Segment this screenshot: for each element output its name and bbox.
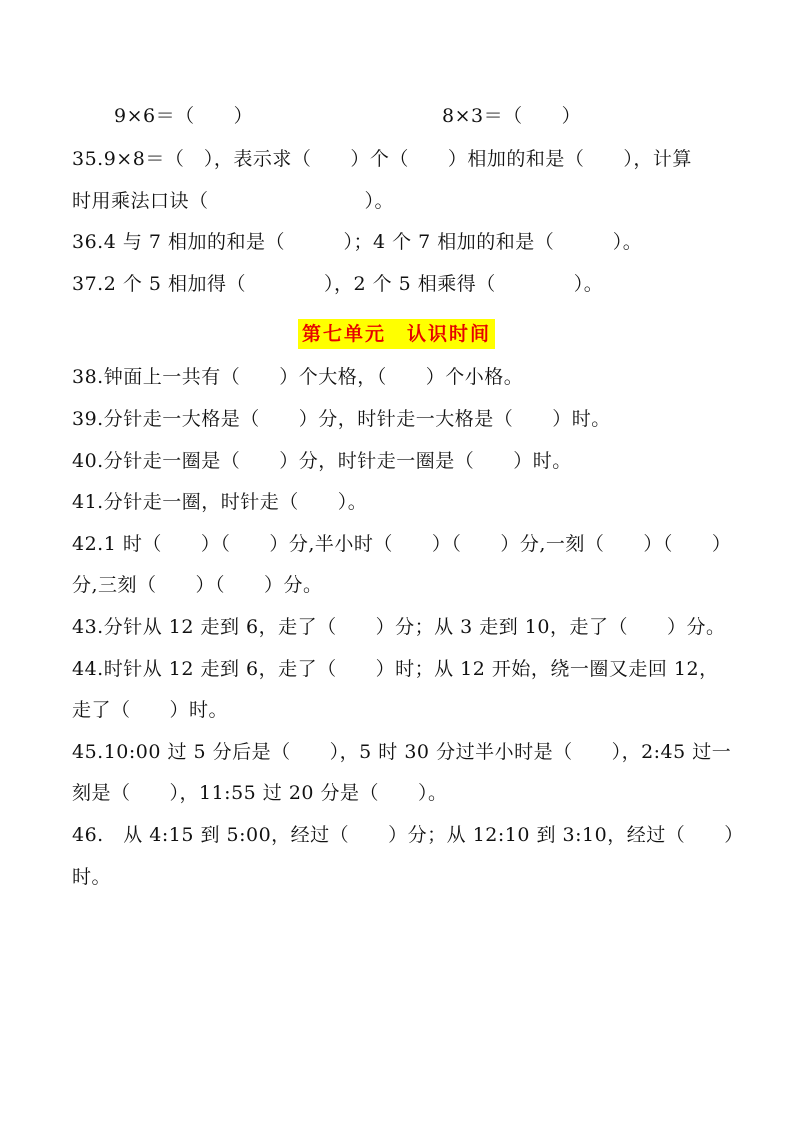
section-title: 第七单元 认识时间 (298, 319, 495, 349)
question-41: 41.分针走一圈，时针走（ ）。 (72, 491, 368, 513)
question-44-continued: 走了（ ）时。 (72, 699, 229, 721)
question-40: 40.分针走一圈是（ ）分，时针走一圈是（ ）时。 (72, 450, 572, 472)
question-37: 37.2 个 5 相加得（ ），2 个 5 相乘得（ ）。 (72, 273, 604, 295)
question-39: 39.分针走一大格是（ ）分，时针走一大格是（ ）时。 (72, 408, 611, 430)
question-38: 38.钟面上一共有（ ）个大格，（ ）个小格。 (72, 366, 524, 388)
question-45-continued: 刻是（ ），11:55 过 20 分是（ ）。 (72, 782, 448, 804)
question-46: 46. 从 4:15 到 5:00，经过（ ）分；从 12:10 到 3:10，经过（ ） (72, 824, 744, 846)
question-45: 45.10:00 过 5 分后是（ ），5 时 30 分过半小时是（ ），2:45 过一 (72, 741, 732, 763)
question-36: 36.4 与 7 相加的和是（ ）；4 个 7 相加的和是（ ）。 (72, 231, 643, 253)
equation-9x6: 9×6＝（ ） (114, 105, 254, 127)
question-44: 44.时针从 12 走到 6，走了（ ）时；从 12 开始，绕一圈又走回 12， (72, 658, 719, 680)
question-34-continued (114, 104, 774, 128)
section-heading-row (0, 319, 793, 349)
question-35-continued: 时用乘法口诀（ ）。 (72, 190, 395, 212)
equation-8x3: 8×3＝（ ） (442, 105, 582, 127)
question-35: 35.9×8＝（ ），表示求（ ）个（ ）相加的和是（ ），计算 (72, 148, 692, 170)
question-46-continued: 时。 (72, 866, 112, 888)
question-43: 43.分针从 12 走到 6，走了（ ）分；从 3 走到 10，走了（ ）分。 (72, 616, 726, 638)
question-42: 42.1 时（ ）（ ）分,半小时（ ）（ ）分,一刻（ ）（ ） (72, 533, 732, 555)
question-42-continued: 分,三刻（ ）（ ）分。 (72, 574, 323, 596)
